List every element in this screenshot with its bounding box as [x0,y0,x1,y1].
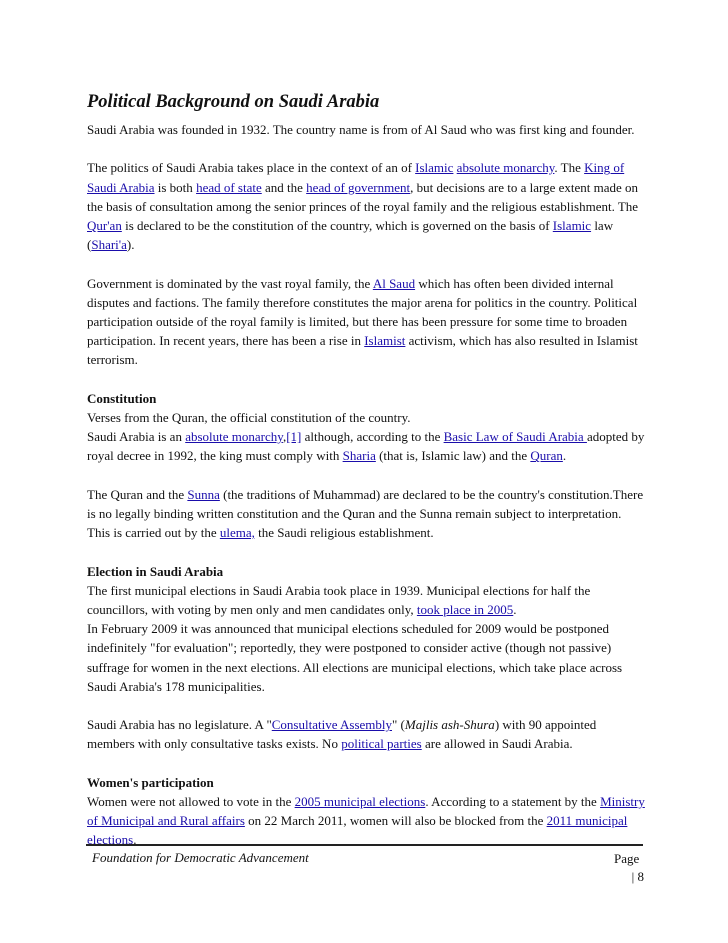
document-body [87,90,645,850]
link-absolute-monarchy[interactable]: absolute monarchy [456,160,555,176]
text: law ( [87,218,614,253]
text: , [282,429,287,445]
text: although, according to the [301,429,444,445]
text: adopted by royal decree in 1992, the king must comply with [87,429,645,464]
text: ). [126,237,135,253]
text: Government is dominated by the vast royal family, the [87,275,373,291]
footer-page-number [614,850,644,886]
text: . [562,448,567,464]
link-al-saud[interactable]: Al Saud [372,275,416,291]
link-absolute-monarchy-2[interactable]: absolute monarchy [185,429,283,445]
text: (that is, Islamic law) and the [375,448,531,464]
paragraph-sunna [87,485,645,543]
text: (the traditions of Muhammad) are declared to be the country's constitution.There is no legally binding written constitution and the Quran and the Sunna remain subject to interpretation. This is carried out by the [87,486,644,541]
text: ) with 90 appointed members with only consultative tasks exists. No [87,717,597,752]
section-election [87,562,645,696]
text: . The [554,160,585,176]
link-sharia-2[interactable]: Sharia [342,448,376,464]
text: In February 2009 it was announced that municipal elections scheduled for 2009 would be postponed indefinitely "for evaluation"; reportedly, they were postponed to consider active (though not passive) suffrage for women in the next elections. All elections are municipal elections, which take place across Saudi Arabia's 178 municipalities. [87,621,623,694]
text: Women were not allowed to vote in the [87,794,295,809]
paragraph-government [87,274,645,370]
text: on 22 March 2011, women will also be blocked from the [244,813,547,829]
link-head-of-state[interactable]: head of state [196,179,262,195]
link-ministry[interactable]: Ministry of Municipal and Rural affairs [87,794,645,829]
section-constitution [87,389,645,466]
link-2005-municipal-elections[interactable]: 2005 municipal elections [294,794,426,809]
text: the Saudi religious establishment. [254,525,434,541]
link-sunna[interactable]: Sunna [187,486,220,502]
footer-page-value: | 8 [631,869,644,884]
link-islamist[interactable]: Islamist [364,333,406,349]
text: . [133,832,137,848]
text: " ( [392,717,405,733]
text: Saudi Arabia is an [87,429,186,445]
link-political-parties[interactable]: political parties [341,736,422,752]
footer-divider [86,844,643,846]
paragraph-politics [87,158,645,254]
text: which has often been divided internal disputes and factions. The family therefore constitutes the major arena for politics in the country. Political participation outside of the royal family is limited, but there has been pressure for some time to broaden participation. In recent years, there has been a rise in [87,275,638,349]
text: are allowed in Saudi Arabia. [421,736,573,752]
paragraph-legislature [87,715,645,753]
text: is declared to be the constitution of the country, which is governed on the basis of [121,218,553,233]
link-islamic[interactable]: Islamic [415,160,454,176]
text: activism, which has also resulted in Islamist terrorism. [87,333,638,368]
link-king-of-saudi-arabia[interactable]: King of Saudi Arabia [87,160,625,195]
text: The politics of Saudi Arabia takes place in the context of an of [87,160,416,176]
footer-page-label: Page [614,851,640,866]
link-head-of-government[interactable]: head of government [306,179,411,195]
paragraph-founding: Saudi Arabia was founded in 1932. The country name is from of Al Saud who was first king and founder. [87,122,635,137]
link-sharia[interactable]: Shari'a [91,237,127,253]
text: . According to a statement by the [425,794,601,809]
footer-organization: Foundation for Democratic Advancement [92,850,309,865]
text: . [513,602,517,617]
section-women [87,773,645,850]
section-heading-women: Women's participation [87,774,214,790]
text-majlis: Majlis ash-Shura [404,717,495,733]
text: , but decisions are to a large extent made on the basis of consultation among the senior princes of the royal family and the religious establishment. The [87,179,639,214]
text: Saudi Arabia has no legislature. A " [87,717,272,733]
text: is both [154,179,197,195]
section-heading-election: Election in Saudi Arabia [87,563,224,579]
page-title: Political Background on Saudi Arabia [87,92,380,112]
link-consultative-assembly[interactable]: Consultative Assembly [271,717,392,733]
link-basic-law[interactable]: Basic Law of Saudi Arabia [443,429,587,445]
text: and the [261,179,307,195]
link-footnote-1[interactable]: [1] [286,429,302,445]
link-islamic-law[interactable]: Islamic [552,218,592,233]
link-2011-municipal-elections[interactable]: 2011 municipal elections [87,813,628,848]
link-quran[interactable]: Qur'an [87,218,122,233]
link-quran-2[interactable]: Quran [530,448,563,464]
text: Verses from the Quran, the official constitution of the country. [87,410,411,425]
text: The Quran and the [87,486,188,502]
link-ulema[interactable]: ulema, [219,525,255,541]
link-took-place-2005[interactable]: took place in 2005 [416,602,514,617]
section-heading-constitution: Constitution [87,390,157,406]
text: The first municipal elections in Saudi Arabia took place in 1939. Municipal elections for half the councillors, with voting by men only and men candidates only, [87,582,591,617]
